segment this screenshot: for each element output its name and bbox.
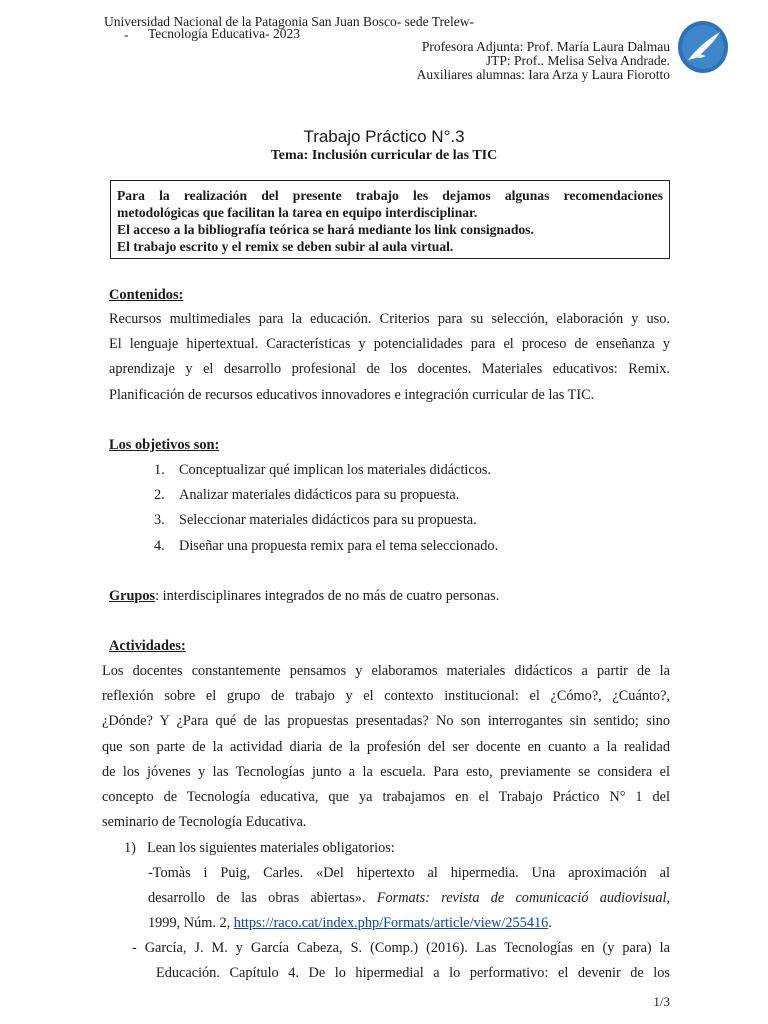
actividades-line: concepto de Tecnología educativa, que ya trabajamos en el Trabajo Práctico N° 1 del — [102, 789, 670, 806]
header-bullet: - — [124, 27, 129, 42]
lectura-text: Lean los siguientes materiales obligatorios: — [147, 840, 395, 856]
actividades-line: seminario de Tecnología Educativa. — [102, 814, 307, 831]
reference-2-line-2: Educación. Capítulo 4. De lo hipermedial a lo performativo: el devenir de los — [156, 965, 670, 982]
list-item: 3. Seleccionar materiales didácticos para su propuesta. — [154, 512, 477, 529]
objetivos-heading: Los objetivos son: — [109, 437, 220, 453]
page-number: 1/3 — [653, 994, 670, 1009]
contenidos-line: Planificación de recursos educativos innovadores e integración curricular de las TIC. — [109, 386, 595, 403]
reference-1-line-3: 1999, Núm. 2, https://raco.cat/index.php/Formats/article/view/255416. — [148, 915, 552, 932]
contenidos-text — [109, 307, 670, 408]
contenidos-line: Recursos multimediales para la educación. Criterios para su selección, elaboración y uso. — [109, 311, 670, 327]
objetivos-list — [154, 458, 498, 559]
page-title: Trabajo Práctico N°.3 — [303, 127, 465, 146]
staff-line-2: JTP: Prof.. Melisa Selva Andrade. — [485, 53, 670, 68]
actividades-line: Los docentes constantemente pensamos y elaboramos materiales didácticos a partir de la — [102, 663, 670, 679]
grupos-text: : interdisciplinares integrados de no más de cuatro personas. — [155, 588, 500, 604]
box-line-4: El trabajo escrito y el remix se deben subir al aula virtual. — [117, 239, 454, 254]
actividades-line: de los jóvenes y las Tecnologías junto a la escuela. Para esto, previamente se considera el — [102, 763, 670, 780]
lectura-number: 1) — [124, 840, 136, 856]
actividades-line: que son parte de la actividad diaria de la profesión del ser docente en cuanto a la realidad — [102, 738, 670, 755]
actividades-line: ¿Dónde? Y ¿Para qué de las propuestas presentadas? No son interrogantes sin sentido; sino — [102, 713, 670, 730]
grupos-heading: Grupos — [109, 588, 156, 604]
course-name: Tecnología Educativa- 2023 — [148, 26, 301, 41]
lectura-item — [124, 836, 395, 861]
list-item: 2. Analizar materiales didácticos para su propuesta. — [154, 487, 460, 504]
list-item: 4. Diseñar una propuesta remix para el tema seleccionado. — [154, 537, 499, 554]
contenidos-line: aprendizaje y el desarrollo profesional de los docentes. Materiales educativos: Remix. — [109, 361, 670, 378]
reference-2 — [132, 936, 670, 986]
box-line-2: metodológicas que facilitan la tarea en equipo interdisciplinar. — [117, 205, 478, 220]
reference-1-line-1: -Tomàs i Puig, Carles. «Del hipertexto al hipermedia. Una aproximación al — [148, 865, 670, 881]
grupos-paragraph — [109, 584, 499, 609]
university-logo — [676, 20, 730, 74]
list-item: 1. Conceptualizar qué implican los materiales didácticos. — [154, 462, 492, 478]
reference-1-line-2: desarrollo de las obras abiertas». Formats: revista de comunicació audiovisual, — [148, 890, 671, 907]
box-line-1: Para la realización del presente trabajo les dejamos algunas recomendaciones — [117, 188, 663, 203]
article-link[interactable]: https://raco.cat/index.php/Formats/article/view/255416 — [233, 915, 549, 932]
actividades-heading: Actividades: — [109, 638, 186, 654]
university-name: Universidad Nacional de la Patagonia San Juan Bosco- sede Trelew- — [104, 14, 475, 29]
staff-line-3: Auxiliares alumnas: Iara Arza y Laura Fiorotto — [416, 67, 670, 82]
reference-1 — [148, 861, 670, 937]
actividades-line: reflexión sobre el grupo de trabajo y el contexto institucional: el ¿Cómo?, ¿Cuánto?, — [102, 688, 670, 705]
page-subtitle: Tema: Inclusión curricular de las TIC — [270, 148, 498, 163]
reference-2-line-1: - García, J. M. y García Cabeza, S. (Comp.) (2016). Las Tecnologías en (y para) la — [132, 940, 670, 956]
actividades-text — [102, 659, 670, 835]
contenidos-line: El lenguaje hipertextual. Características y potencialidades para el proceso de enseñanza y — [109, 336, 670, 353]
staff-line-1: Profesora Adjunta: Prof. María Laura Dalmau — [421, 39, 670, 54]
journal-title: Formats: revista de comunicació audiovisual — [376, 890, 667, 907]
recommendation-box — [110, 180, 670, 259]
box-line-3: El acceso a la bibliografía teórica se hará mediante los link consignados. — [117, 222, 534, 237]
contenidos-heading: Contenidos: — [109, 287, 184, 303]
